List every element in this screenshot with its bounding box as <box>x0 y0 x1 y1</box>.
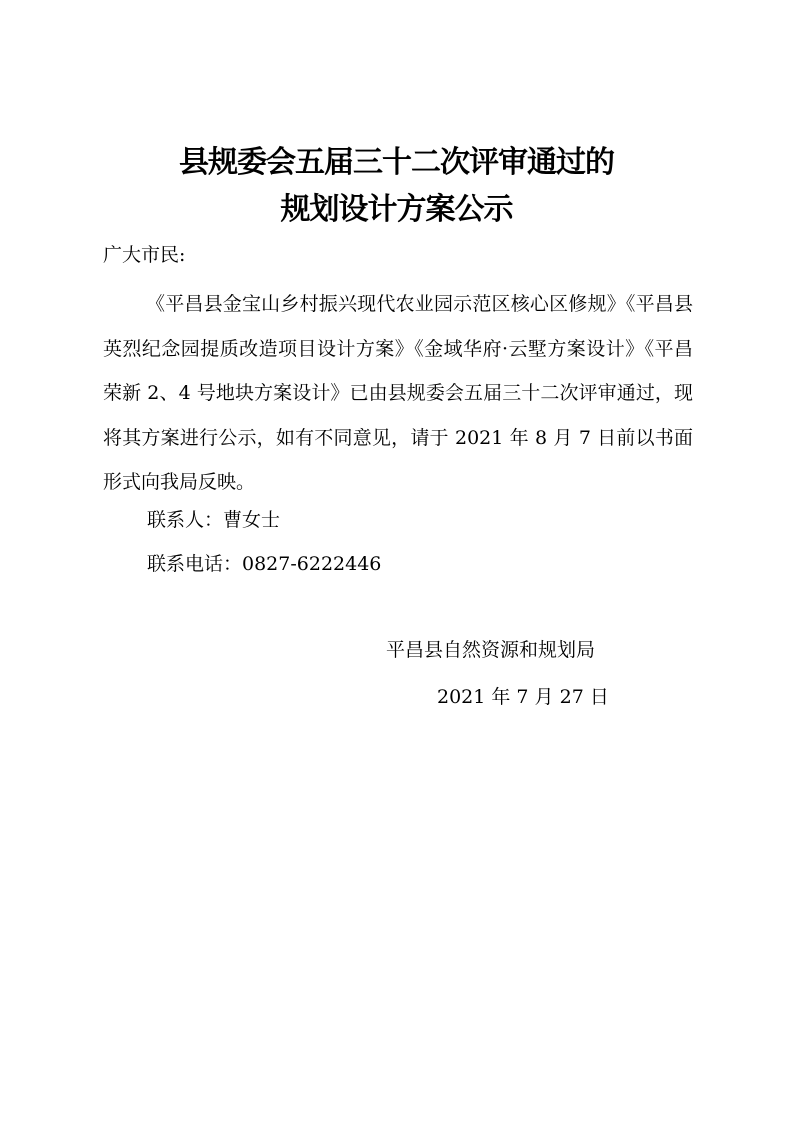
contact-person: 联系人：曹女士 <box>147 509 281 531</box>
document-title-line-2: 规划设计方案公示 <box>280 192 513 227</box>
issue-date: 2021 年 7 月 27 日 <box>437 686 609 708</box>
body-paragraph: 《平昌县金宝山乡村振兴现代农业园示范区核心区修规》《平昌县英烈纪念园提质改造项目设计方案》《金域华府·云墅方案设计》《平昌荣新 2、4 号地块方案设计》已由县规委会五届三十二次评审通过，现将其方案进行公示，如有不同意见，请于 2021 年 8 月 7 日前以书面形式向我局反映。 <box>103 293 693 493</box>
issuer-signature: 平昌县自然资源和规划局 <box>386 639 596 661</box>
salutation: 广大市民: <box>103 244 186 266</box>
document-title-line-1: 县规委会五届三十二次评审通过的 <box>179 145 614 180</box>
contact-phone: 联系电话：0827-6222446 <box>147 553 382 575</box>
